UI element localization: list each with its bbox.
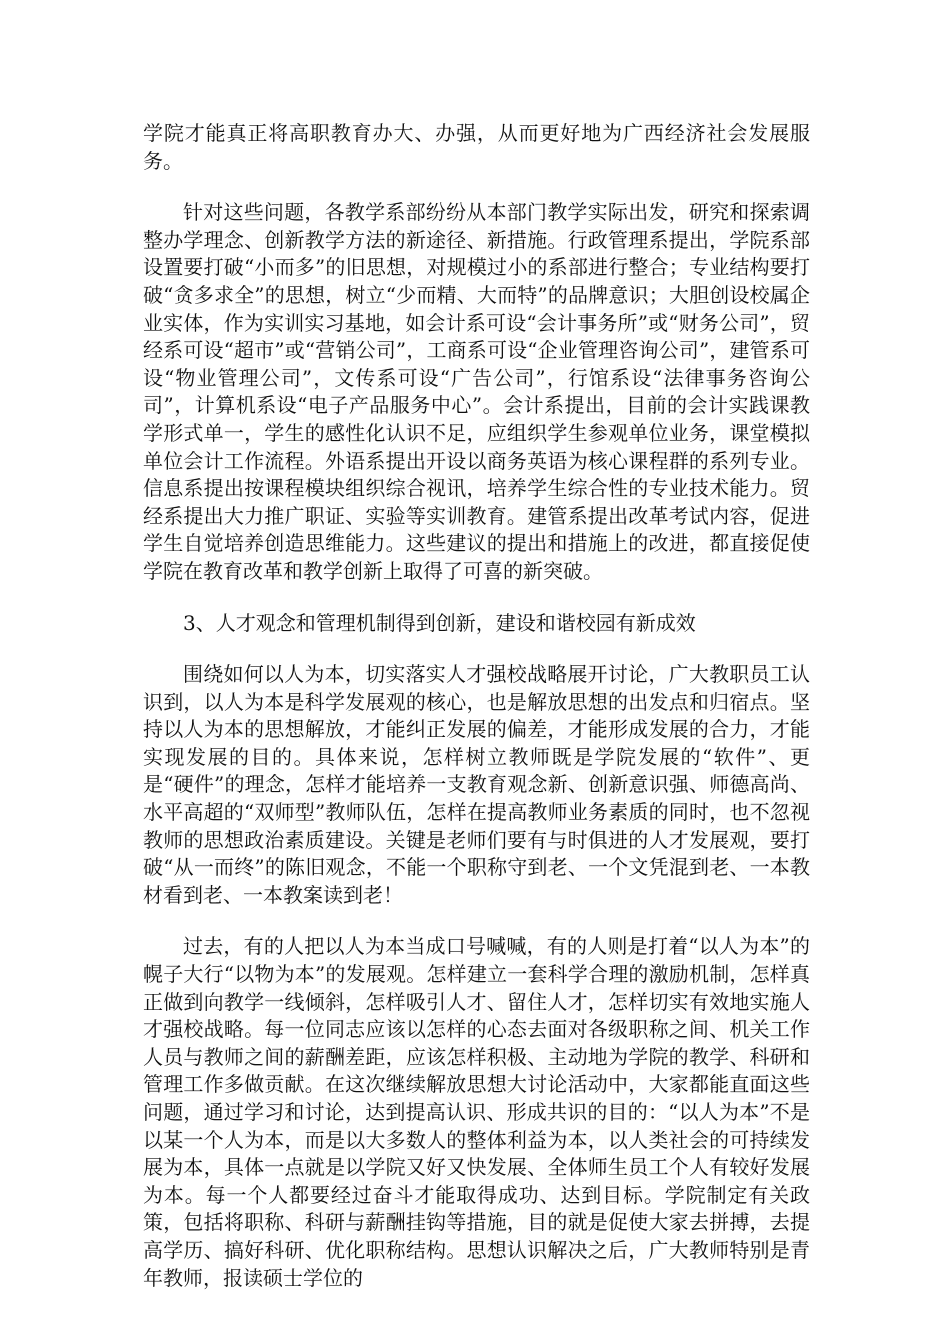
section-heading-3: 3、人才观念和管理机制得到创新，建设和谐校园有新成效 — [183, 610, 696, 635]
paragraph-4: 过去，有的人把以人为本当成口号喊喊，有的人则是打着“以人为本”的幌子大行“以物为本”的发展观。怎样建立一套科学合理的激励机制，怎样真正做到向教学一线倾斜，怎样吸引人才、留住人才，怎样切实有效地实施人才强校战略。每一位同志应该以怎样的心态去面对各级职称之间、机关工作人员与教师之间的薪酬差距，应该怎样积极、主动地为学院的教学、科研和管理工作多做贡献。在这次继续解放思想大讨论活动中，大家都能直面这些问题，通过学习和讨论，达到提高认识、形成共识的目的：“以人为本”不是以某一个人为本，而是以大多数人的整体利益为本，以人类社会的可持续发展为本，具体一点就是以学院又好又快发展、全体师生员工个人有较好发展为本。每一个人都要经过奋斗才能取得成功、达到目标。学院制定有关政策，包括将职称、科研与薪酬挂钩等措施，目的就是促使大家去拼搏，去提高学历、搞好科研、优化职称结构。思想认识解决之后，广大教师特别是青年教师，报读硕士学位的 — [143, 934, 810, 1290]
paragraph-1: 学院才能真正将高职教育办大、办强，从而更好地为广西经济社会发展服务。 — [143, 121, 810, 173]
paragraph-3: 围绕如何以人为本，切实落实人才强校战略展开讨论，广大教职员工认识到，以人为本是科学发展观的核心，也是解放思想的出发点和归宿点。坚持以人为本的思想解放，才能纠正发展的偏差，才能形成发展的合力，才能实现发展的目的。具体来说，怎样树立教师既是学院发展的“软件”、更是“硬件”的理念，怎样才能培养一支教育观念新、创新意识强、师德高尚、水平高超的“双师型”教师队伍，怎样在提高教师业务素质的同时，也不忽视教师的思想政治素质建设。关键是老师们要有与时俱进的人才发展观，要打破“从一而终”的陈旧观念，不能一个职称守到老、一个文凭混到老、一本教材看到老、一本教案读到老！ — [143, 662, 810, 907]
document-body — [143, 120, 810, 1292]
paragraph-2: 针对这些问题，各教学系部纷纷从本部门教学实际出发，研究和探索调整办学理念、创新教学方法的新途径、新措施。行政管理系提出，学院系部设置要打破“小而多”的旧思想，对规模过小的系部进行整合；专业结构要打破“贪多求全”的思想，树立“少而精、大而特”的品牌意识；大胆创设校属企业实体，作为实训实习基地，如会计系可设“会计事务所”或“财务公司”，贸经系可设“超市”或“营销公司”，工商系可设“企业管理咨询公司”，建管系可设“物业管理公司”，文传系可设“广告公司”，行馆系设“法律事务咨询公司”，计算机系设“电子产品服务中心”。会计系提出，目前的会计实践课教学形式单一，学生的感性化认识不足，应组织学生参观单位业务，课堂模拟单位会计工作流程。外语系提出开设以商务英语为核心课程群的系列专业。信息系提出按课程模块组织综合视讯，培养学生综合性的专业技术能力。贸经系提出大力推广职证、实验等实训教育。建管系提出改革考试内容，促进学生自觉培养创造思维能力。这些建议的提出和措施上的改进，都直接促使学院在教育改革和教学创新上取得了可喜的新突破。 — [143, 200, 810, 583]
